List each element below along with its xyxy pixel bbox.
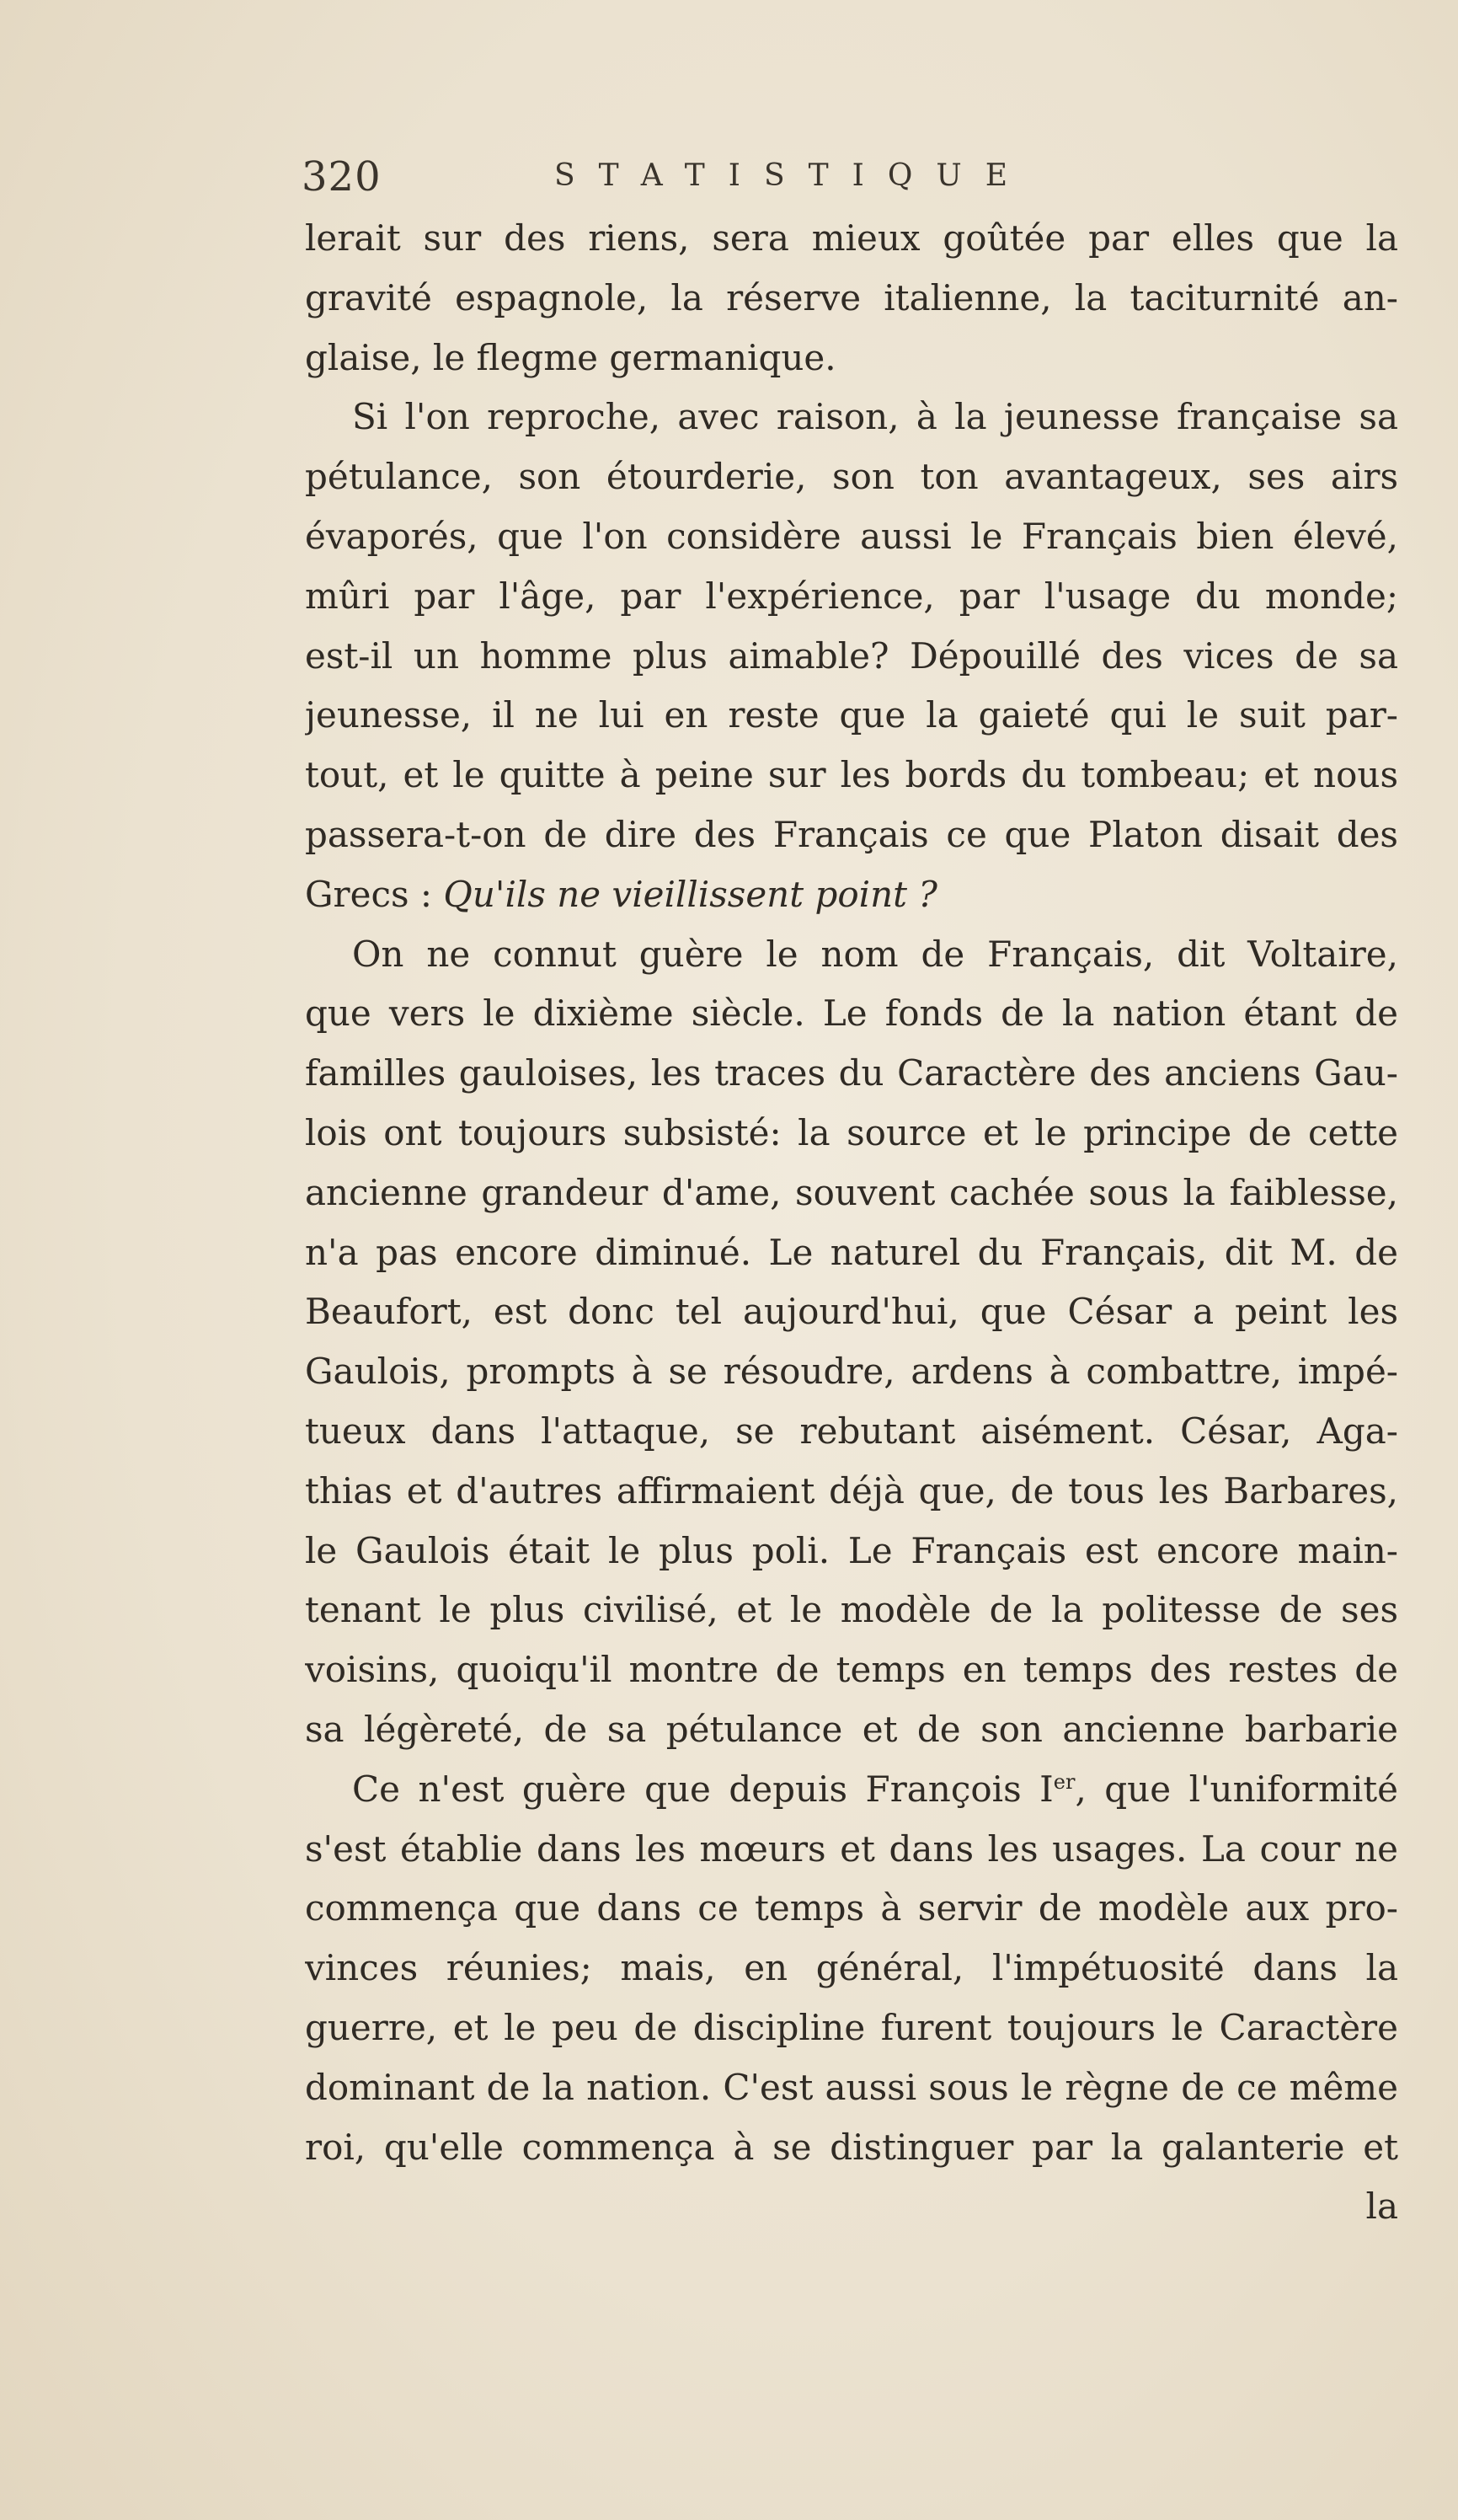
text-line: tueux dans l'attaque, se rebutant aisément. César, Aga- (305, 1410, 1398, 1452)
text-line: On ne connut guère le nom de Français, dit Voltaire, (352, 933, 1398, 975)
text-line: thias et d'autres affirmaient déjà que, de tous les Barbares, (305, 1469, 1398, 1511)
text-line: que vers le dixième siècle. Le fonds de la nation étant de (305, 992, 1398, 1035)
text-fragment: Grecs : (305, 873, 433, 915)
text-fragment: , que l'uniformité (1075, 1768, 1398, 1810)
text-line: ancienne grandeur d'ame, souvent cachée sous la faiblesse, (305, 1171, 1398, 1213)
text-line: vinces réunies; mais, en général, l'impétuosité dans la (305, 1947, 1398, 1989)
text-line: voisins, quoiqu'il montre de temps en temps des restes de (305, 1649, 1398, 1691)
text-line: évaporés, que l'on considère aussi le Français bien élevé, (305, 515, 1398, 557)
text-line: gravité espagnole, la réserve italienne, la taciturnité an- (305, 276, 1398, 318)
text-line: sa légèreté, de sa pétulance et de son ancienne barbarie (305, 1708, 1398, 1750)
catchword: la (1365, 2186, 1398, 2228)
text-line: lerait sur des riens, sera mieux goûtée par elles que la (305, 217, 1398, 259)
text-line (305, 865, 1398, 925)
text-line: glaise, le flegme germanique. (305, 336, 836, 378)
text-line: tout, et le quitte à peine sur les bords du tombeau; et nous (305, 754, 1398, 796)
text-line: Beaufort, est donc tel aujourd'hui, que César a peint les (305, 1291, 1398, 1333)
body-text (305, 209, 1398, 2237)
text-line: pétulance, son étourderie, son ton avantageux, ses airs (305, 456, 1398, 498)
text-line: tenant le plus civilisé, et le modèle de la politesse de ses (305, 1589, 1398, 1631)
text-line (305, 1760, 1398, 1820)
text-fragment: Ce n'est guère que depuis François I (352, 1768, 1054, 1810)
text-line: mûri par l'âge, par l'expérience, par l'usage du monde; (305, 575, 1398, 617)
text-line: s'est établie dans les mœurs et dans les usages. La cour ne (305, 1827, 1398, 1870)
text-line: lois ont toujours subsisté: la source et le principe de cette (305, 1111, 1398, 1153)
text-line: familles gauloises, les traces du Caractère des anciens Gau- (305, 1052, 1398, 1094)
text-line: dominant de la nation. C'est aussi sous le règne de ce même (305, 2066, 1398, 2108)
text-line: Gaulois, prompts à se résoudre, ardens à combattre, impé- (305, 1351, 1398, 1393)
text-line: n'a pas encore diminué. Le naturel du Français, dit M. de (305, 1231, 1398, 1273)
text-line: passera-t-on de dire des Français ce que Platon disait des (305, 813, 1398, 855)
text-line: guerre, et le peu de discipline furent toujours le Caractère (305, 2006, 1398, 2048)
text-line: roi, qu'elle commença à se distinguer par la galanterie et (305, 2126, 1398, 2168)
italic-quote: Qu'ils ne vieillissent point ? (443, 873, 937, 915)
text-line: Si l'on reproche, avec raison, à la jeunesse française sa (352, 396, 1398, 438)
text-line: commença que dans ce temps à servir de modèle aux pro- (305, 1887, 1398, 1929)
text-line: est-il un homme plus aimable? Dépouillé des vices de sa (305, 634, 1398, 677)
running-head: STATISTIQUE (554, 158, 1031, 193)
text-line: le Gaulois était le plus poli. Le Français est encore main- (305, 1529, 1398, 1571)
page-number: 320 (302, 153, 382, 201)
superscript: er (1053, 1769, 1076, 1794)
text-line: jeunesse, il ne lui en reste que la gaieté qui le suit par- (305, 694, 1398, 736)
